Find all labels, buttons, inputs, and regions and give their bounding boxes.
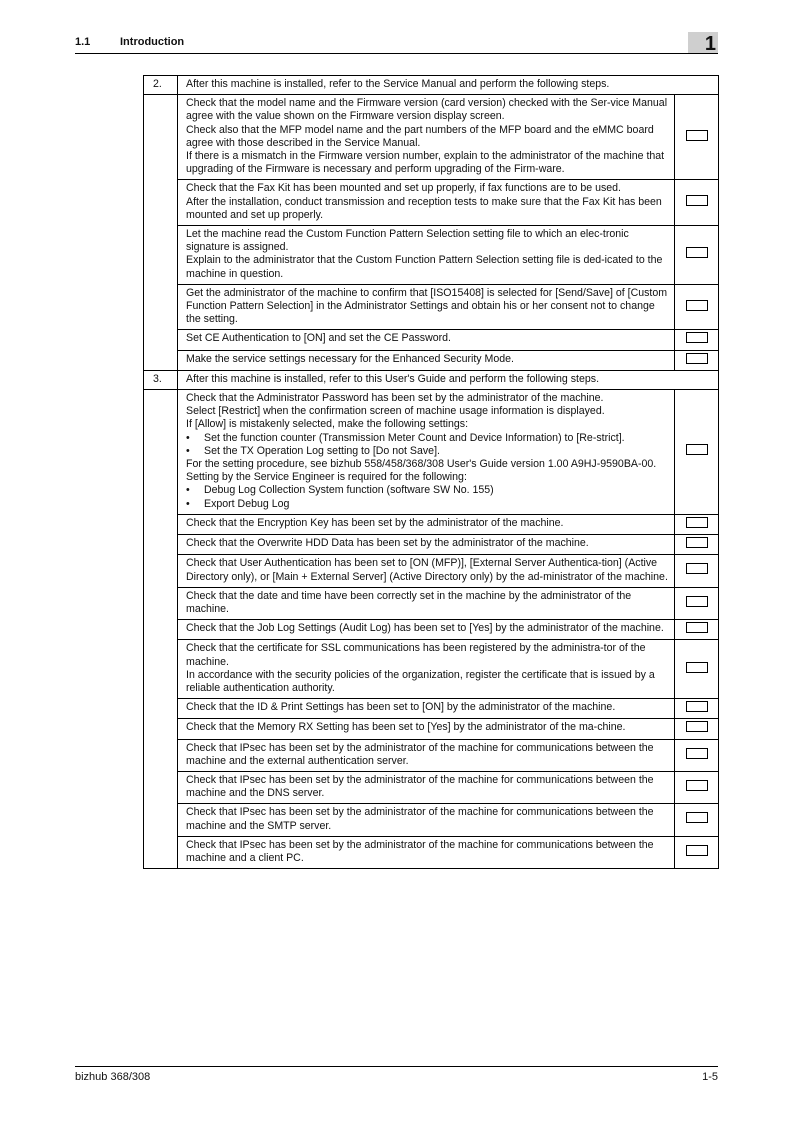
- checkbox[interactable]: [686, 701, 708, 712]
- checkbox[interactable]: [686, 812, 708, 823]
- item-paragraph: Check that User Authentication has been set to [ON (MFP)], [External Server Authentica-tion] (Active Directory only), or [Main + External Server] (Active Directory only) by the ad-ministrator of the machine.: [186, 557, 668, 583]
- checklist-item: [144, 771, 719, 803]
- item-paragraph: Check that IPsec has been set by the administrator of the machine for communications between the machine and the external authentication server.: [186, 741, 654, 767]
- item-paragraph: If there is a mismatch in the Firmware version number, explain to the administrator of the machine that upgrading of the Firmware is necessary and perform upgrading of the Firm-ware.: [186, 150, 665, 176]
- bullet-text: Debug Log Collection System function (software SW No. 155): [204, 484, 494, 497]
- item-text: [178, 350, 675, 370]
- section-number: 1.1: [75, 36, 91, 48]
- checkbox[interactable]: [686, 721, 708, 732]
- item-paragraph: Let the machine read the Custom Function Pattern Selection setting file to which an elec-tronic signature is assigned.: [186, 228, 629, 254]
- item-text: [178, 587, 675, 619]
- checkbox-cell: [675, 699, 719, 719]
- checkbox[interactable]: [686, 622, 708, 633]
- step-2-row: [144, 76, 719, 95]
- item-text: [178, 95, 675, 180]
- item-text: [178, 836, 675, 868]
- checkbox-cell: [675, 804, 719, 836]
- checkbox[interactable]: [686, 353, 708, 364]
- checklist-item: [144, 95, 719, 180]
- item-paragraph: Check that the Overwrite HDD Data has been set by the administrator of the machine.: [186, 537, 589, 550]
- checklist-item: [144, 620, 719, 640]
- item-paragraph: Set CE Authentication to [ON] and set the CE Password.: [186, 332, 451, 345]
- item-paragraph: After the installation, conduct transmission and reception tests to make sure that the Fax Kit has been mounted and set up properly.: [186, 195, 662, 221]
- bullet-marker: •: [186, 497, 190, 510]
- checklist-item: [144, 555, 719, 587]
- item-paragraph: Setting by the Service Engineer is required for the following:: [186, 471, 467, 484]
- footer-product: bizhub 368/308: [75, 1071, 151, 1083]
- checkbox-cell: [675, 555, 719, 587]
- step-number: 2.: [144, 76, 178, 95]
- checkbox[interactable]: [686, 596, 708, 607]
- item-text: [178, 771, 675, 803]
- bullet-item: [186, 432, 668, 445]
- item-text: [178, 180, 675, 226]
- item-text: [178, 330, 675, 350]
- item-paragraph: Check that IPsec has been set by the administrator of the machine for communications between the machine and a client PC.: [186, 838, 654, 864]
- checklist-item: [144, 514, 719, 534]
- checkbox-cell: [675, 739, 719, 771]
- bullet-marker: •: [186, 484, 190, 497]
- step-spacer-cell: [144, 95, 178, 371]
- item-paragraph: Check that the date and time have been correctly set in the machine by the administrator of the machine.: [186, 589, 632, 615]
- checkbox[interactable]: [686, 780, 708, 791]
- item-paragraph: Check that the ID & Print Settings has been set to [ON] by the administrator of the machine.: [186, 701, 616, 714]
- item-text: [178, 699, 675, 719]
- checkbox[interactable]: [686, 444, 708, 455]
- item-paragraph: Check that the certificate for SSL communications has been registered by the administra-tor of the machine.: [186, 642, 646, 668]
- checkbox-cell: [675, 771, 719, 803]
- checklist-table: [143, 75, 719, 869]
- bullet-item: [186, 498, 668, 511]
- checkbox[interactable]: [686, 537, 708, 548]
- step-number: 3.: [144, 370, 178, 389]
- checkbox[interactable]: [686, 130, 708, 141]
- item-text: [178, 284, 675, 330]
- checklist-item: [144, 640, 719, 699]
- bullet-item: [186, 484, 668, 497]
- item-paragraph: Check also that the MFP model name and the part numbers of the MFP board and the eMMC board agree with those described in the Service Manual.: [186, 123, 654, 149]
- checklist-item: [144, 719, 719, 739]
- checklist-item: [144, 284, 719, 330]
- checkbox[interactable]: [686, 563, 708, 574]
- checklist-item: [144, 330, 719, 350]
- item-text: [178, 390, 675, 515]
- item-paragraph: Check that the Fax Kit has been mounted and set up properly, if fax functions are to be used.: [186, 182, 621, 195]
- checkbox[interactable]: [686, 300, 708, 311]
- item-paragraph: Explain to the administrator that the Custom Function Pattern Selection setting file is ded-icated to the machine in question.: [186, 254, 663, 280]
- item-paragraph: Check that the Administrator Password has been set by the administrator of the machine.: [186, 392, 604, 405]
- item-paragraph: For the setting procedure, see bizhub 558/458/368/308 User's Guide version 1.00 A9HJ-9590BA-00.: [186, 458, 657, 471]
- checkbox-cell: [675, 390, 719, 515]
- checkbox[interactable]: [686, 195, 708, 206]
- checkbox-cell: [675, 95, 719, 180]
- checklist-item: [144, 350, 719, 370]
- item-paragraph: If [Allow] is mistakenly selected, make the following settings:: [186, 418, 469, 431]
- item-text: [178, 226, 675, 285]
- footer-divider: [75, 1066, 718, 1067]
- item-text: [178, 535, 675, 555]
- checkbox[interactable]: [686, 517, 708, 528]
- checkbox[interactable]: [686, 332, 708, 343]
- checkbox-cell: [675, 587, 719, 619]
- checklist-item: [144, 535, 719, 555]
- checklist-item: [144, 739, 719, 771]
- checklist-item: [144, 699, 719, 719]
- checkbox-cell: [675, 719, 719, 739]
- page-header: [75, 34, 718, 54]
- bullet-item: [186, 445, 668, 458]
- step-title: After this machine is installed, refer to this User's Guide and perform the following steps.: [178, 370, 719, 389]
- item-paragraph: Select [Restrict] when the confirmation screen of machine usage information is displayed.: [186, 405, 605, 418]
- item-paragraph: Check that the Encryption Key has been set by the administrator of the machine.: [186, 516, 564, 529]
- checkbox[interactable]: [686, 662, 708, 673]
- step-spacer-cell: [144, 390, 178, 869]
- item-paragraph: Check that IPsec has been set by the administrator of the machine for communications between the machine and the SMTP server.: [186, 806, 654, 832]
- checkbox-cell: [675, 535, 719, 555]
- item-paragraph: Get the administrator of the machine to confirm that [ISO15408] is selected for [Send/Save] of [Custom Function Pattern Selection] in the Administrator Settings and obtain his or her consent not to change the setting.: [186, 286, 668, 326]
- item-text: [178, 555, 675, 587]
- checkbox[interactable]: [686, 247, 708, 258]
- checklist-item: [144, 587, 719, 619]
- checkbox-cell: [675, 284, 719, 330]
- checkbox-cell: [675, 180, 719, 226]
- bullet-text: Export Debug Log: [204, 497, 290, 510]
- item-text: [178, 514, 675, 534]
- bullet-text: Set the function counter (Transmission Meter Count and Device Information) to [Re-strict].: [204, 431, 625, 444]
- section-title: Introduction: [120, 36, 185, 48]
- step-3-row: [144, 370, 719, 389]
- bullet-marker: •: [186, 431, 190, 444]
- item-paragraph: Check that IPsec has been set by the administrator of the machine for communications between the machine and the DNS server.: [186, 773, 654, 800]
- header-divider: [75, 53, 718, 54]
- item-paragraph: In accordance with the security policies of the organization, register the certificate that is issued by a reliable authentication authority.: [186, 668, 655, 694]
- item-paragraph: Check that the Job Log Settings (Audit Log) has been set to [Yes] by the administrator of the machine.: [186, 622, 664, 635]
- item-paragraph: Check that the model name and the Firmware version (card version) checked with the Ser-vice Manual agree with the value shown on the Firmware version display screen.: [186, 97, 668, 123]
- checklist-item: [144, 226, 719, 285]
- checkbox-cell: [675, 514, 719, 534]
- checkbox-cell: [675, 350, 719, 370]
- bullet-marker: •: [186, 444, 190, 457]
- item-text: [178, 804, 675, 836]
- checkbox-cell: [675, 620, 719, 640]
- checkbox-cell: [675, 640, 719, 699]
- item-text: [178, 640, 675, 699]
- checklist-item: [144, 804, 719, 836]
- item-text: [178, 739, 675, 771]
- checkbox-cell: [675, 836, 719, 868]
- checklist-item: [144, 836, 719, 868]
- checklist-item: [144, 180, 719, 226]
- chapter-tab: 1: [688, 32, 718, 54]
- checkbox-cell: [675, 226, 719, 285]
- checkbox-cell: [675, 330, 719, 350]
- bullet-text: Set the TX Operation Log setting to [Do not Save].: [204, 444, 440, 457]
- item-paragraph: Check that the Memory RX Setting has been set to [Yes] by the administrator of the ma-chine.: [186, 721, 626, 734]
- checkbox[interactable]: [686, 748, 708, 759]
- checkbox[interactable]: [686, 845, 708, 856]
- page-number: 1-5: [702, 1071, 718, 1083]
- item-paragraph: Make the service settings necessary for the Enhanced Security Mode.: [186, 352, 514, 365]
- checklist-item: [144, 390, 719, 515]
- item-text: [178, 719, 675, 739]
- item-text: [178, 620, 675, 640]
- step-title: After this machine is installed, refer to the Service Manual and perform the following steps.: [178, 76, 719, 95]
